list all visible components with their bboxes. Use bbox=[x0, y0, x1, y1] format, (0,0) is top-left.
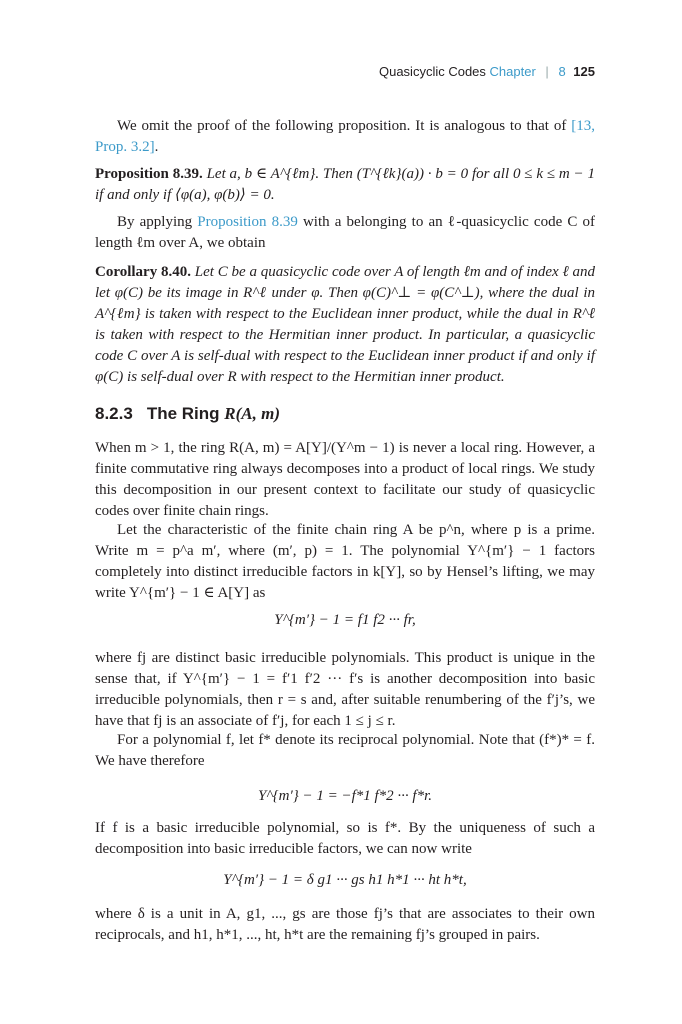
paragraph-6: where δ is a unit in A, g1, ..., gs are those fj’s that are associates to their own reciprocals, and h1, h*1, ..., ht, h*t are the remaining fj’s grouped in pairs. bbox=[95, 906, 595, 943]
section-title-math: R(A, m) bbox=[224, 404, 280, 423]
header-separator: | bbox=[545, 64, 549, 79]
paragraph-4: For a polynomial f, let f* denote its reciprocal polynomial. Note that (f*)* = f. We have therefore bbox=[95, 732, 595, 769]
equation-2: Y^{m′} − 1 = −f*1 f*2 ··· f*r. bbox=[257, 788, 433, 804]
section-title: Quasicyclic Codes bbox=[378, 64, 486, 79]
page-number: 125 bbox=[573, 64, 595, 79]
proposition-label: Proposition 8.39. bbox=[95, 166, 203, 182]
intro-paragraph: We omit the proof of the following proposition. It is analogous to that of [13, Prop. 3.2]. bbox=[95, 118, 595, 155]
section-title-text: The Ring bbox=[146, 404, 220, 423]
citation-link[interactable]: [13, Prop. 3.2] bbox=[95, 118, 595, 155]
running-head bbox=[95, 64, 595, 79]
chapter-label: Chapter bbox=[489, 64, 536, 79]
chapter-number: 8 bbox=[558, 64, 566, 79]
equation-1: Y^{m′} − 1 = f1 f2 ··· fr, bbox=[274, 612, 416, 628]
proposition-statement: Let a, b ∈ A^{ℓm}. Then (T^{ℓk}(a)) · b = 0 for all 0 ≤ k ≤ m − 1 if and only if ⟨φ(a), φ(b)⟩ = 0. bbox=[95, 166, 595, 203]
proposition-link[interactable]: Proposition 8.39 bbox=[197, 214, 298, 230]
paragraph-2: Let the characteristic of the finite chain ring A be p^n, where p is a prime. Write m = p^a m′, where (m′, p) = 1. The polynomial Y^{m′} − 1 factors completely into distinct irreducible factors in k[Y], so by Hensel’s lifting, we may write Y^{m′} − 1 ∈ A[Y] as bbox=[95, 522, 595, 601]
paragraph-1: When m > 1, the ring R(A, m) = A[Y]/(Y^m − 1) is never a local ring. However, a finite commutative ring always decomposes into a product of local rings. We study this decomposition in our present context to facilitate our study of quasicyclic codes over finite chain rings. bbox=[95, 440, 595, 519]
corollary-8-40 bbox=[95, 262, 595, 388]
paragraph-5: If f is a basic irreducible polynomial, so is f*. By the uniqueness of such a decomposition into basic irreducible factors, we can now write bbox=[95, 820, 595, 857]
paragraph-3: where fj are distinct basic irreducible polynomials. This product is unique in the sense that, if Y^{m′} − 1 = f′1 f′2 ··· f′s is another decomposition into basic irreducible polynomials, then r = s and, after suitable renumbering of the f′j’s, we have that fj is an associate of f′j, for each 1 ≤ j ≤ r. bbox=[95, 650, 595, 729]
corollary-statement: Let C be a quasicyclic code over A of length ℓm and of index ℓ and let φ(C) be its image in R^ℓ under φ. Then φ(C)^⊥ = φ(C^⊥), where the dual in A^{ℓm} is taken with respect to the Euclidean inner product, while the dual in R^ℓ is taken with respect to the Hermitian inner product. In particular, a quasicyclic code C over A is self-dual with respect to the Euclidean inner product if and only if φ(C) is self-dual over R with respect to the Hermitian inner product. bbox=[95, 264, 596, 385]
equation-3: Y^{m′} − 1 = δ g1 ··· gs h1 h*1 ··· ht h*t, bbox=[223, 872, 467, 888]
proposition-8-39 bbox=[95, 164, 595, 206]
section-heading bbox=[95, 404, 280, 424]
section-number: 8.2.3 bbox=[95, 404, 133, 423]
corollary-label: Corollary 8.40. bbox=[95, 264, 191, 280]
applying-paragraph: By applying Proposition 8.39 with a belonging to an ℓ-quasicyclic code C of length ℓm over A, we obtain bbox=[95, 214, 595, 251]
